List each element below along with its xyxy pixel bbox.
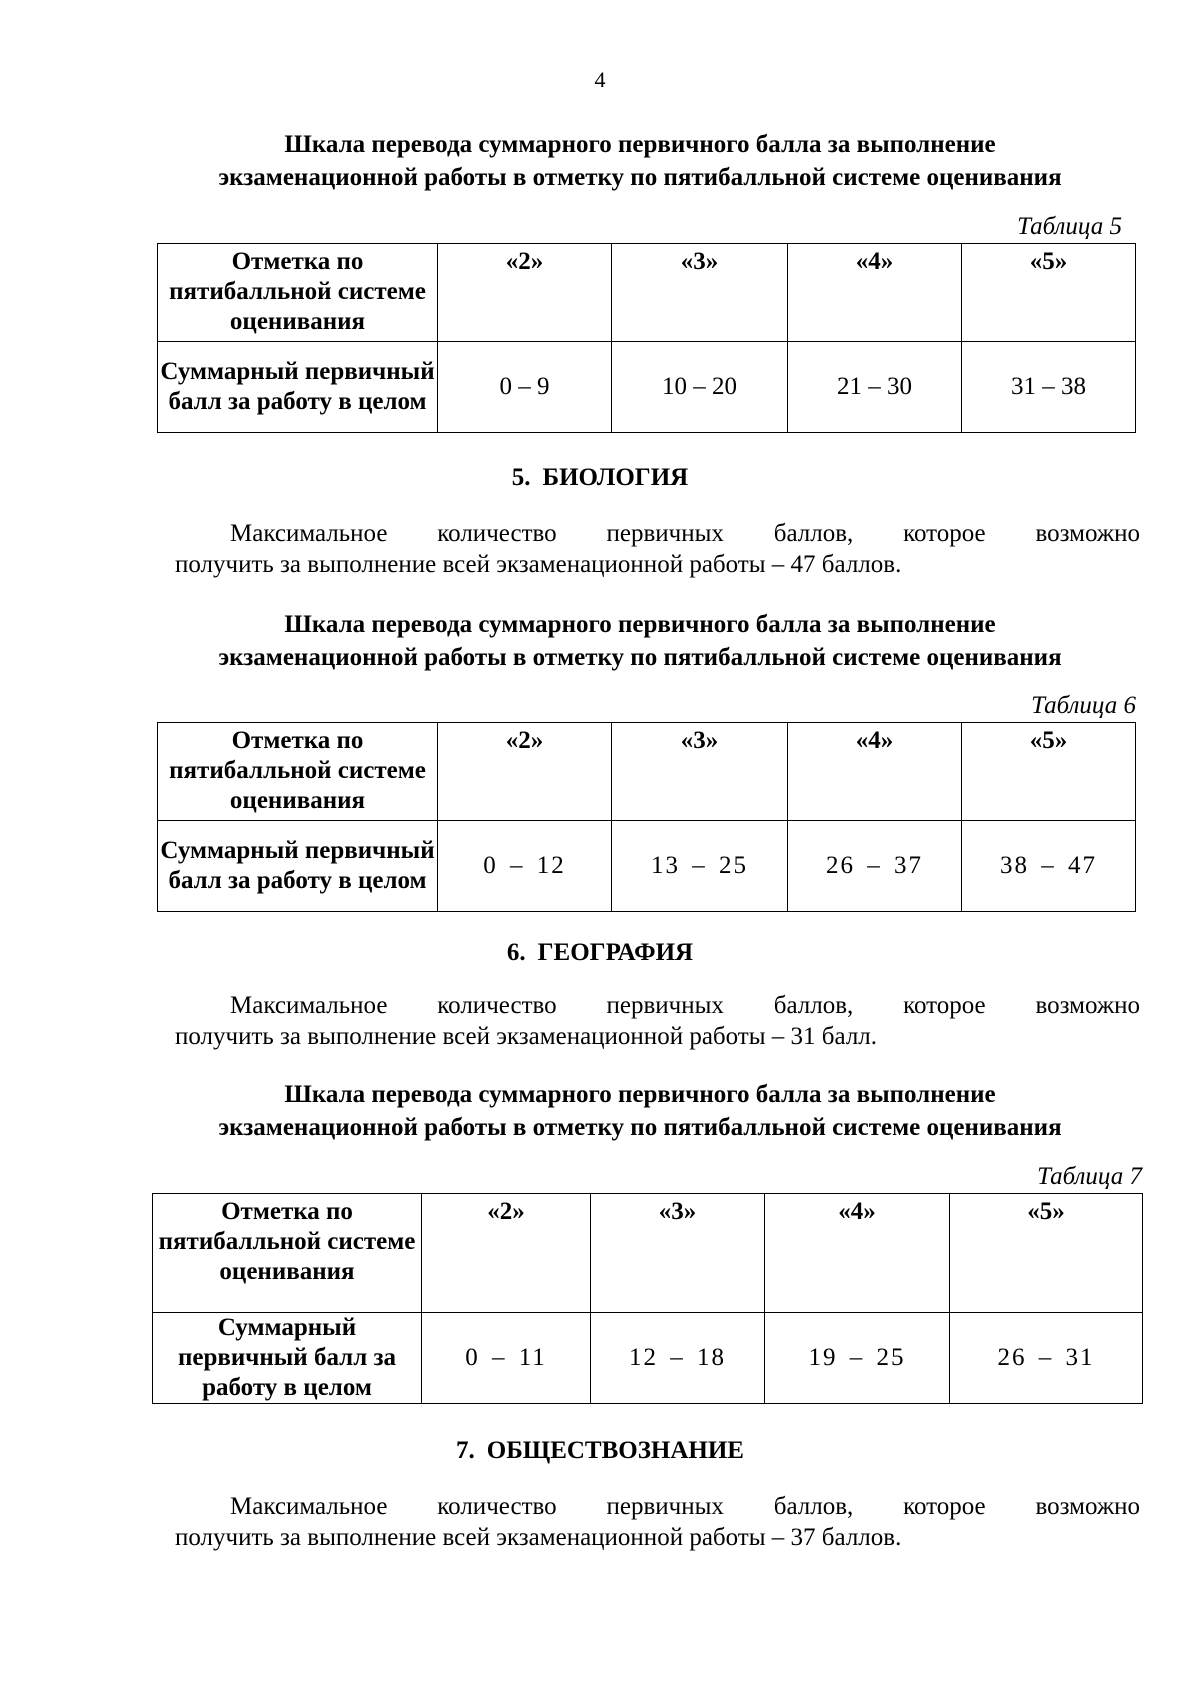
section-title: ГЕОГРАФИЯ xyxy=(537,939,694,966)
score-cell: 26 – 37 xyxy=(788,821,962,912)
table-caption: Таблица 6 xyxy=(1031,692,1136,719)
paragraph-line: Максимальное количество первичных баллов, которое возможно xyxy=(230,992,1140,1019)
section-paragraph xyxy=(175,990,1140,1052)
grade-cell: «2» xyxy=(438,723,612,821)
score-row xyxy=(158,342,1136,433)
score-cell: 13 – 25 xyxy=(612,821,788,912)
grade-table xyxy=(157,243,1136,433)
section-heading xyxy=(0,462,1200,494)
section-title: ОБЩЕСТВОЗНАНИЕ xyxy=(486,1437,744,1464)
grade-row xyxy=(158,244,1136,342)
paragraph-line: получить за выполнение всей экзаменационной работы – 47 баллов. xyxy=(175,551,902,578)
paragraph-line: получить за выполнение всей экзаменационной работы – 37 баллов. xyxy=(175,1524,902,1551)
scale-title-line1: Шкала перевода суммарного первичного балла за выполнение xyxy=(284,611,996,638)
row-header-grade: Отметка по пятибалльной системе оценивания xyxy=(158,244,438,342)
paragraph-line: Максимальное количество первичных баллов, которое возможно xyxy=(230,1493,1140,1520)
paragraph-line: Максимальное количество первичных баллов, которое возможно xyxy=(230,520,1140,547)
section-heading xyxy=(0,1435,1200,1467)
score-row xyxy=(158,821,1136,912)
section-paragraph xyxy=(175,518,1140,580)
page-number: 4 xyxy=(594,67,606,92)
section-heading xyxy=(0,937,1200,969)
grade-cell: «2» xyxy=(422,1194,591,1313)
scale-title-line1: Шкала перевода суммарного первичного балла за выполнение xyxy=(284,131,996,158)
scale-title xyxy=(150,1078,1130,1144)
score-cell: 26 – 31 xyxy=(950,1313,1143,1404)
score-cell: 10 – 20 xyxy=(612,342,788,433)
row-header-score: Суммарный первичный балл за работу в целом xyxy=(158,821,438,912)
section-paragraph xyxy=(175,1491,1140,1553)
section-title: БИОЛОГИЯ xyxy=(542,464,689,491)
row-header-grade: Отметка по пятибалльной системе оценивания xyxy=(158,723,438,821)
grade-cell: «3» xyxy=(612,244,788,342)
score-cell: 19 – 25 xyxy=(765,1313,950,1404)
grade-table xyxy=(157,722,1136,912)
row-header-score: Суммарный первичный балл за работу в целом xyxy=(158,342,438,433)
paragraph-line: получить за выполнение всей экзаменационной работы – 31 балл. xyxy=(175,1023,878,1050)
score-cell: 31 – 38 xyxy=(962,342,1136,433)
scale-title xyxy=(150,608,1130,674)
grade-cell: «2» xyxy=(438,244,612,342)
scale-title-line1: Шкала перевода суммарного первичного балла за выполнение xyxy=(284,1081,996,1108)
scale-title-line2: экзаменационной работы в отметку по пятибалльной системе оценивания xyxy=(218,1114,1062,1141)
table-caption: Таблица 5 xyxy=(1017,213,1122,240)
section-number: 6. xyxy=(506,939,526,966)
row-header-grade: Отметка по пятибалльной системе оценивания xyxy=(153,1194,422,1313)
grade-row xyxy=(158,723,1136,821)
section-number: 5. xyxy=(511,464,531,491)
grade-cell: «4» xyxy=(788,244,962,342)
scale-title-line2: экзаменационной работы в отметку по пятибалльной системе оценивания xyxy=(218,644,1062,671)
grade-cell: «5» xyxy=(962,723,1136,821)
scale-title-line2: экзаменационной работы в отметку по пятибалльной системе оценивания xyxy=(218,164,1062,191)
score-cell: 21 – 30 xyxy=(788,342,962,433)
grade-cell: «3» xyxy=(591,1194,765,1313)
scale-title xyxy=(150,128,1130,194)
grade-row xyxy=(153,1194,1143,1313)
row-header-score: Суммарный первичный балл за работу в целом xyxy=(153,1313,422,1404)
score-cell: 0 – 9 xyxy=(438,342,612,433)
grade-cell: «3» xyxy=(612,723,788,821)
grade-cell: «4» xyxy=(765,1194,950,1313)
score-cell: 0 – 12 xyxy=(438,821,612,912)
grade-table xyxy=(152,1193,1143,1404)
grade-cell: «5» xyxy=(962,244,1136,342)
score-row xyxy=(153,1313,1143,1404)
score-cell: 38 – 47 xyxy=(962,821,1136,912)
score-cell: 12 – 18 xyxy=(591,1313,765,1404)
grade-cell: «5» xyxy=(950,1194,1143,1313)
score-cell: 0 – 11 xyxy=(422,1313,591,1404)
grade-cell: «4» xyxy=(788,723,962,821)
section-number: 7. xyxy=(456,1437,475,1464)
table-caption: Таблица 7 xyxy=(1037,1163,1142,1190)
